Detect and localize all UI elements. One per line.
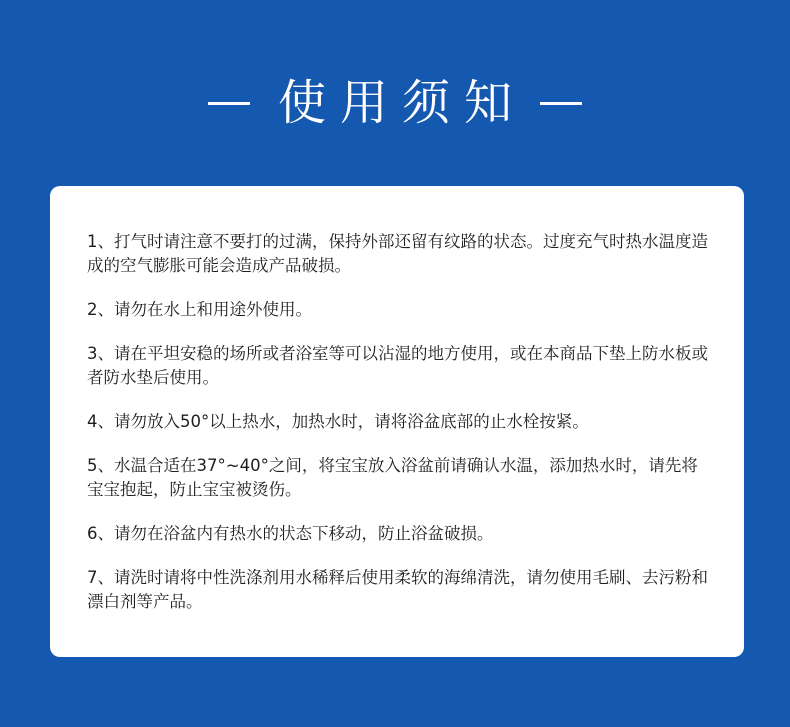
- notice-item-7: 7、请洗时请将中性洗涤剂用水稀释后使用柔软的海绵清洗，请勿使用毛刷、去污粉和漂白剂等产品。: [87, 568, 708, 611]
- notice-card: [50, 186, 744, 657]
- right-dash-decoration: [540, 102, 582, 105]
- left-dash-decoration: [208, 102, 250, 105]
- heading: [0, 68, 790, 138]
- notice-list: [50, 186, 744, 614]
- page-title: 使用须知: [277, 75, 526, 131]
- notice-item-4: 4、请勿放入50°以上热水，加热水时，请将浴盆底部的止水栓按紧。: [87, 412, 589, 431]
- notice-item-1: 1、打气时请注意不要打的过满，保持外部还留有纹路的状态。过度充气时热水温度造成的空气膨胀可能会造成产品破损。: [87, 232, 708, 275]
- notice-item-3: 3、请在平坦安稳的场所或者浴室等可以沾湿的地方使用，或在本商品下垫上防水板或者防水垫后使用。: [87, 344, 708, 387]
- notice-item-2: 2、请勿在水上和用途外使用。: [87, 300, 312, 319]
- notice-item-5: 5、水温合适在37°~40°之间，将宝宝放入浴盆前请确认水温，添加热水时，请先将宝宝抱起，防止宝宝被烫伤。: [87, 456, 698, 499]
- notice-item-6: 6、请勿在浴盆内有热水的状态下移动，防止浴盆破损。: [87, 524, 494, 543]
